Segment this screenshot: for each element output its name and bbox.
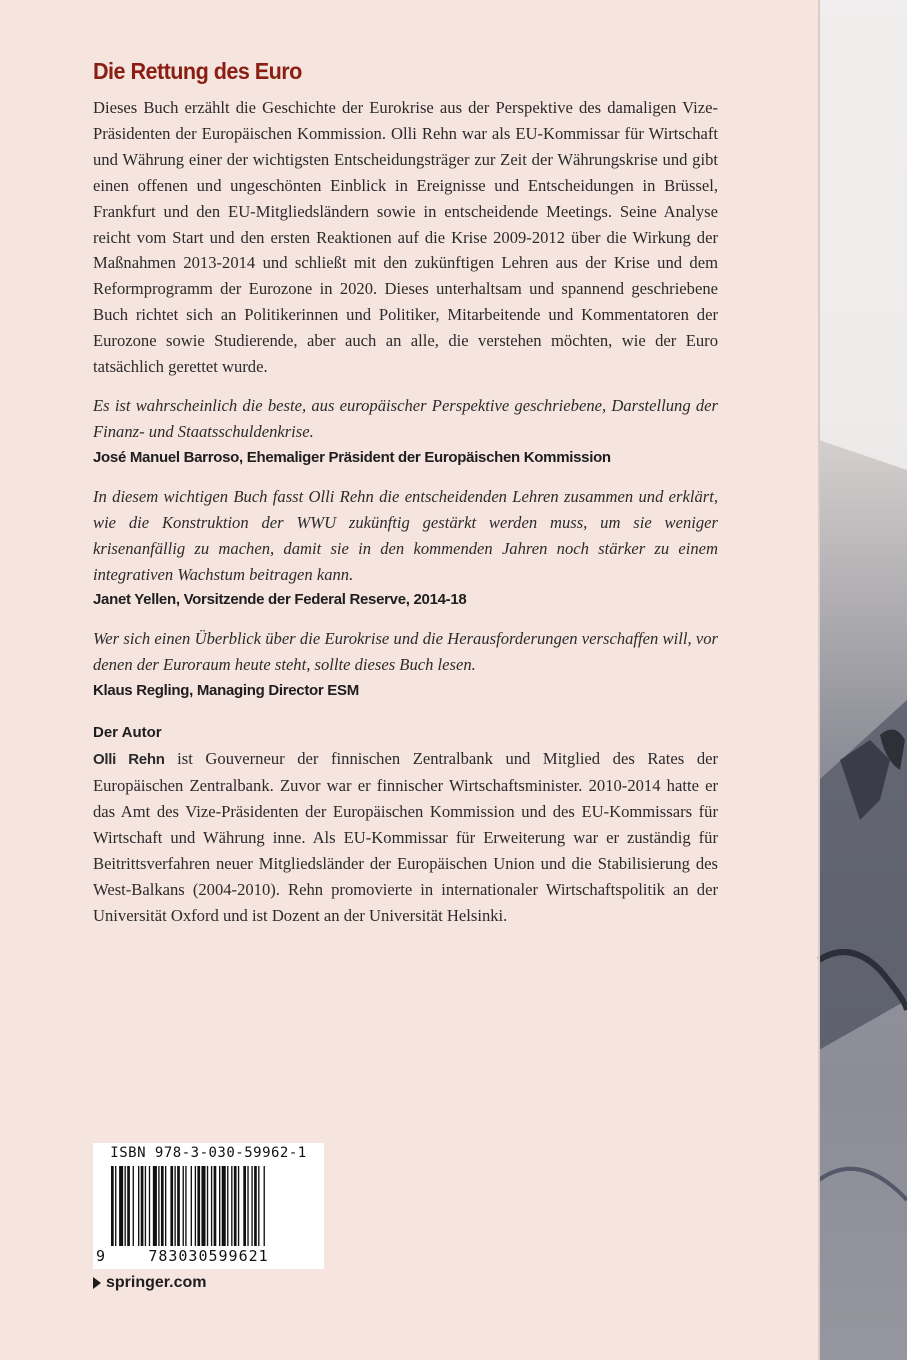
quote-text: In diesem wichtigen Buch fasst Olli Rehn die entscheidenden Lehren zusammen und erklärt, wie die Konstruktion der WWU zukünftig gestärkt werden muss, um sie weniger krisenanfällig zu machen, damit sie in den kommenden Jahren noch stärker zu einem integrativen Wachstum beitragen kann. bbox=[93, 486, 718, 584]
barcode-bar bbox=[174, 1166, 175, 1246]
arrow-right-icon bbox=[93, 1277, 101, 1289]
barcode-bar bbox=[165, 1166, 166, 1246]
author-name: Olli Rehn bbox=[93, 751, 165, 769]
author-heading: Der Autor bbox=[93, 724, 162, 742]
barcode-bar bbox=[138, 1166, 139, 1246]
quote-attribution: Klaus Regling, Managing Director ESM bbox=[93, 682, 359, 700]
barcode-bar bbox=[177, 1166, 180, 1246]
isbn-label: ISBN 978-3-030-59962-1 bbox=[110, 1145, 307, 1161]
quote-text: Wer sich einen Überblick über die Eurokrise und die Herausforderungen verschaffen will, vor denen der Euroraum heute steht, sollte dieses Buch lesen. bbox=[93, 629, 718, 675]
book-title: Die Rettung des Euro bbox=[93, 58, 302, 84]
barcode-bar bbox=[153, 1166, 157, 1246]
barcode-bar bbox=[183, 1166, 184, 1246]
barcode-bars bbox=[111, 1166, 316, 1246]
barcode-bar bbox=[227, 1166, 228, 1246]
isbn-barcode bbox=[93, 1143, 324, 1269]
barcode-bar bbox=[222, 1166, 226, 1246]
barcode-bar bbox=[214, 1166, 217, 1246]
barcode-bar bbox=[197, 1166, 200, 1246]
author-bio-text: ist Gouverneur der finnischen Zentralbank und Mitglied des Rates der Europäischen Zentralbank. Zuvor war er finnischer Wirtschaftsminister. 2010-2014 hatte er das Amt des Vize-Präsidenten der Europäischen Kommission und des EU-Kommissars für Wirtschaft und Währung inne. Als EU-Kommissar für Erweiterung war er zuständig für Beitrittsverfahren neuer Mitgliedsländer der Europäischen Union und die Stabilisierung des West-Balkans (2004-2010). Rehn promovierte in internationaler Wirtschaftspolitik an der Universität Oxford und ist Dozent an der Universität Helsinki. bbox=[93, 749, 719, 925]
publisher-link[interactable] bbox=[93, 1274, 206, 1292]
barcode-bar bbox=[254, 1166, 257, 1246]
barcode-bar bbox=[127, 1166, 130, 1246]
barcode-bar bbox=[111, 1166, 114, 1246]
book-description: Dieses Buch erzählt die Geschichte der Eurokrise aus der Perspektive des damaligen Vize-Präsidenten der Europäischen Kommission. Olli Rehn war als EU-Kommissar für Wirtschaft und Währung einer der wichtigsten Entscheidungsträger zur Zeit der Währungskrise und gibt einen offenen und ungeschönten Einblick in Ereignisse und Entscheidungen in Brüssel, Frankfurt und den EU-Mitgliedsländern sowie in entscheidende Meetings. Seine Analyse reicht vom Start und den ersten Reaktionen auf die Krise 2009-2012 über die Wirkung der Maßnahmen 2013-2014 und schließt mit den zukünftigen Lehren aus der Krise und dem Reformprogramm der Eurozone in 2020. Dieses unterhaltsam und spannend geschriebene Buch richtet sich an Politikerinnen und Politiker, Mitarbeitende und Kommentatoren der Eurozone sowie Studierende, aber auch an alle, die verstehen möchten, wie der Euro tatsächlich gerettet wurde. bbox=[93, 98, 718, 377]
barcode-bar bbox=[243, 1166, 246, 1246]
publisher-url: springer.com bbox=[106, 1274, 207, 1291]
barcode-bar bbox=[119, 1166, 123, 1246]
barcode-bar bbox=[234, 1166, 237, 1246]
barcode-first-digit: 9 bbox=[96, 1247, 106, 1265]
barcode-bar bbox=[231, 1166, 232, 1246]
barcode-bar bbox=[115, 1166, 116, 1246]
barcode-bar bbox=[185, 1166, 186, 1246]
barcode-bar bbox=[158, 1166, 159, 1246]
barcode-bar bbox=[191, 1166, 192, 1246]
barcode-bar bbox=[247, 1166, 248, 1246]
barcode-bar bbox=[141, 1166, 144, 1246]
barcode-bar bbox=[258, 1166, 259, 1246]
barcode-bar bbox=[211, 1166, 212, 1246]
barcode-bar bbox=[195, 1166, 196, 1246]
barcode-bar bbox=[219, 1166, 220, 1246]
barcode-bar bbox=[201, 1166, 205, 1246]
barcode-bar bbox=[170, 1166, 173, 1246]
barcode-bar bbox=[161, 1166, 164, 1246]
barcode-bar bbox=[238, 1166, 239, 1246]
barcode-bar bbox=[251, 1166, 252, 1246]
quote-attribution: Janet Yellen, Vorsitzende der Federal Reserve, 2014-18 bbox=[93, 591, 467, 609]
barcode-bar bbox=[264, 1166, 265, 1246]
barcode-bar bbox=[145, 1166, 146, 1246]
author-bio bbox=[93, 746, 718, 928]
barcode-bar bbox=[133, 1166, 134, 1246]
barcode-bar bbox=[207, 1166, 208, 1246]
quote-attribution: José Manuel Barroso, Ehemaliger Präsident der Europäischen Kommission bbox=[93, 448, 611, 466]
quote-text: Es ist wahrscheinlich die beste, aus europäischer Perspektive geschriebene, Darstellung der Finanz- und Staatsschuldenkrise. bbox=[93, 395, 718, 441]
back-cover-text bbox=[93, 58, 718, 929]
barcode-bar bbox=[149, 1166, 150, 1246]
barcode-digits: 783030599621 bbox=[148, 1247, 269, 1265]
barcode-bar bbox=[125, 1166, 126, 1246]
